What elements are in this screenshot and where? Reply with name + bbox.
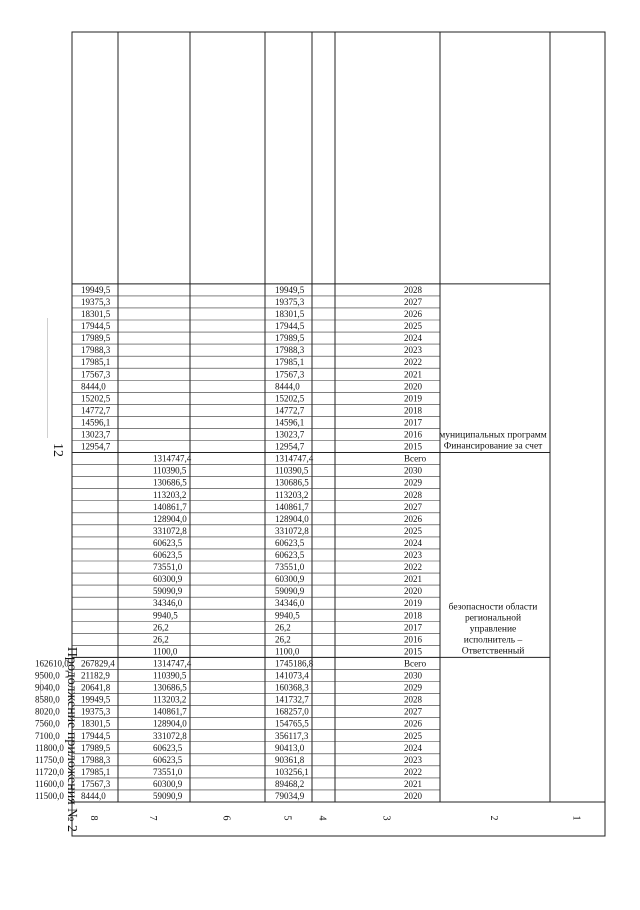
value-cell: 331072,8 (153, 730, 187, 741)
value-cell: 8444,0 (81, 791, 106, 801)
value-cell: 128904,0 (153, 718, 187, 729)
year-cell: 2019 (404, 598, 422, 609)
value-cell: 90413,0 (275, 742, 305, 753)
column-header-8: 8 (88, 815, 99, 821)
value-cell: 12954,7 (81, 441, 111, 452)
value-cell: 1745186,8 (275, 658, 314, 669)
column-header-4: 4 (316, 815, 328, 821)
value-cell: 160368,3 (275, 682, 309, 693)
year-cell: 2016 (404, 634, 422, 645)
value-cell: 60300,9 (153, 778, 183, 789)
value-cell: 9040,0 (35, 682, 60, 693)
value-cell: 8020,0 (35, 706, 60, 717)
value-cell: 14596,1 (275, 417, 305, 428)
year-cell: 2025 (404, 730, 422, 741)
value-cell: 17989,5 (81, 742, 111, 753)
value-cell: 130686,5 (153, 477, 187, 488)
value-cell: 162610,0 (35, 658, 69, 669)
value-cell: 17989,5 (275, 333, 305, 344)
executor-text: исполнитель – (463, 635, 523, 646)
value-cell: 17985,1 (81, 357, 111, 368)
value-cell: 8444,0 (81, 381, 106, 392)
value-cell: 19949,5 (81, 694, 111, 705)
executor-text: управление (469, 624, 517, 635)
value-cell: 60300,9 (275, 574, 305, 585)
value-cell: 9940,5 (275, 610, 300, 621)
value-cell: 154765,5 (275, 718, 309, 729)
appendix-title: Продолжение приложения № 2 (64, 646, 79, 832)
year-cell: 2023 (404, 754, 422, 765)
year-cell: 2030 (404, 670, 422, 681)
year-cell: 2030 (404, 465, 422, 476)
value-cell: 11720,0 (35, 766, 64, 777)
value-cell: 168257,0 (275, 706, 309, 717)
rotated-content (35, 32, 605, 836)
year-cell: 2029 (404, 477, 422, 488)
value-cell: 1100,0 (153, 646, 178, 657)
value-cell: 18301,5 (81, 718, 111, 729)
column-header-3: 3 (380, 815, 392, 821)
year-cell: 2026 (404, 718, 422, 729)
value-cell: 60623,5 (153, 742, 183, 753)
column-header-6: 6 (220, 815, 232, 821)
executor-text: муниципальных программ (439, 430, 547, 441)
value-cell: 267829,4 (81, 658, 115, 669)
year-cell: 2015 (404, 646, 422, 657)
value-cell: 15202,5 (275, 393, 305, 404)
year-cell: 2018 (404, 610, 422, 621)
value-cell: 103256,1 (275, 766, 309, 777)
value-cell: 11750,0 (35, 754, 64, 765)
value-cell: 130686,5 (153, 682, 187, 693)
value-cell: 26,2 (153, 622, 169, 633)
value-cell: 20641,8 (81, 682, 111, 693)
value-cell: 17944,5 (81, 730, 111, 741)
value-cell: 26,2 (153, 634, 169, 645)
value-cell: 8444,0 (275, 381, 300, 392)
value-cell: 73551,0 (153, 562, 183, 573)
value-cell: 26,2 (275, 634, 291, 645)
year-cell: Всего (404, 658, 427, 669)
value-cell: 1314747,4 (153, 453, 192, 464)
year-cell: 2027 (404, 296, 422, 307)
value-cell: 79034,9 (275, 791, 305, 801)
value-cell: 19949,5 (81, 284, 111, 295)
value-cell: 17944,5 (81, 321, 111, 332)
value-cell: 113203,2 (153, 694, 187, 705)
value-cell: 110390,5 (153, 670, 187, 681)
value-cell: 19949,5 (275, 284, 305, 295)
value-cell: 7560,0 (35, 718, 60, 729)
value-cell: 18301,5 (275, 309, 305, 319)
value-cell: 11600,0 (35, 778, 64, 789)
value-cell: 73551,0 (153, 766, 183, 777)
year-cell: 2028 (404, 694, 422, 705)
value-cell: 110390,5 (275, 465, 309, 476)
value-cell: 128904,0 (153, 513, 187, 524)
year-cell: 2017 (404, 622, 422, 633)
value-cell: 1100,0 (275, 646, 300, 657)
year-cell: 2024 (404, 742, 422, 753)
year-cell: 2021 (404, 369, 422, 380)
value-cell: 14772,7 (81, 405, 111, 416)
year-cell: 2026 (404, 309, 422, 319)
value-cell: 7100,0 (35, 730, 60, 741)
value-cell: 17567,3 (81, 778, 111, 789)
value-cell: 17988,3 (81, 345, 111, 356)
value-cell: 73551,0 (275, 562, 305, 573)
value-cell: 140861,7 (153, 501, 187, 512)
scan-artifact-line (47, 318, 48, 438)
value-cell: 17944,5 (275, 321, 305, 332)
executor-text: Ответственный (461, 646, 525, 657)
year-cell: 2024 (404, 333, 422, 344)
value-cell: 19375,3 (81, 706, 111, 717)
column-header-1: 1 (570, 815, 582, 821)
year-cell: 2020 (404, 586, 422, 597)
value-cell: 356117,3 (275, 730, 309, 741)
value-cell: 331072,8 (275, 525, 309, 536)
value-cell: 60623,5 (275, 550, 305, 560)
value-cell: 8580,0 (35, 694, 60, 705)
year-cell: 2028 (404, 284, 422, 295)
value-cell: 15202,5 (81, 393, 111, 404)
year-cell: 2026 (404, 513, 422, 524)
value-cell: 17985,1 (275, 357, 305, 368)
year-cell: 2020 (404, 381, 422, 392)
value-cell: 331072,8 (153, 525, 187, 536)
value-cell: 60300,9 (153, 574, 183, 585)
year-cell: 2027 (404, 501, 422, 512)
column-header-2: 2 (488, 815, 499, 821)
page-number: 12 (50, 443, 65, 457)
executor-text: региональной (464, 613, 522, 624)
value-cell: 17988,3 (275, 345, 305, 356)
value-cell: 17988,3 (81, 754, 111, 765)
value-cell: 60623,5 (153, 537, 183, 548)
executor-text: безопасности области (448, 602, 538, 613)
value-cell: 26,2 (275, 622, 291, 633)
value-cell: 13023,7 (81, 429, 111, 440)
value-cell: 21182,9 (81, 670, 110, 681)
value-cell: 14596,1 (81, 417, 111, 428)
year-cell: 2021 (404, 778, 422, 789)
year-cell: 2023 (404, 345, 422, 356)
year-cell: 2020 (404, 791, 422, 801)
value-cell: 17567,3 (81, 369, 111, 380)
value-cell: 11800,0 (35, 742, 64, 753)
value-cell: 9940,5 (153, 610, 178, 621)
value-cell: 60623,5 (275, 537, 305, 548)
value-cell: 59090,9 (153, 586, 183, 597)
value-cell: 17567,3 (275, 369, 305, 380)
year-cell: 2019 (404, 393, 422, 404)
scan-artifact-mark (40, 680, 41, 700)
value-cell: 89468,2 (275, 778, 305, 789)
value-cell: 140861,7 (153, 706, 187, 717)
value-cell: 59090,9 (153, 791, 183, 801)
value-cell: 113203,2 (275, 489, 309, 500)
year-cell: 2025 (404, 525, 422, 536)
value-cell: 60623,5 (153, 754, 183, 765)
year-cell: 2016 (404, 429, 422, 440)
year-cell: 2022 (404, 766, 422, 777)
value-cell: 141732,7 (275, 694, 309, 705)
value-cell: 113203,2 (153, 489, 187, 500)
value-cell: 34346,0 (153, 598, 183, 609)
year-cell: 2022 (404, 357, 422, 368)
value-cell: 14772,7 (275, 405, 305, 416)
value-cell: 17989,5 (81, 333, 111, 344)
year-cell: 2015 (404, 441, 422, 452)
year-cell: 2027 (404, 706, 422, 717)
value-cell: 60623,5 (153, 550, 183, 560)
year-cell: 2021 (404, 574, 422, 585)
value-cell: 18301,5 (81, 309, 111, 319)
column-header-5: 5 (281, 815, 293, 821)
year-cell: Всего (404, 453, 427, 464)
data-table (35, 32, 605, 836)
value-cell: 11500,0 (35, 791, 64, 801)
value-cell: 110390,5 (153, 465, 187, 476)
value-cell: 130686,5 (275, 477, 309, 488)
value-cell: 1314747,4 (153, 658, 192, 669)
year-cell: 2023 (404, 550, 422, 560)
year-cell: 2028 (404, 489, 422, 500)
value-cell: 90361,8 (275, 754, 305, 765)
value-cell: 12954,7 (275, 441, 305, 452)
value-cell: 140861,7 (275, 501, 309, 512)
column-header-7: 7 (147, 815, 158, 821)
value-cell: 59090,9 (275, 586, 305, 597)
year-cell: 2017 (404, 417, 422, 428)
value-cell: 17985,1 (81, 766, 111, 777)
year-cell: 2024 (404, 537, 422, 548)
executor-text: Финансирование за счет (443, 441, 543, 452)
year-cell: 2025 (404, 321, 422, 332)
value-cell: 19375,3 (275, 296, 305, 307)
value-cell: 13023,7 (275, 429, 305, 440)
year-cell: 2022 (404, 562, 422, 573)
value-cell: 128904,0 (275, 513, 309, 524)
value-cell: 9500,0 (35, 670, 60, 681)
value-cell: 141073,4 (275, 670, 309, 681)
value-cell: 34346,0 (275, 598, 305, 609)
year-cell: 2018 (404, 405, 422, 416)
year-cell: 2029 (404, 682, 422, 693)
value-cell: 1314747,4 (275, 453, 314, 464)
value-cell: 19375,3 (81, 296, 111, 307)
